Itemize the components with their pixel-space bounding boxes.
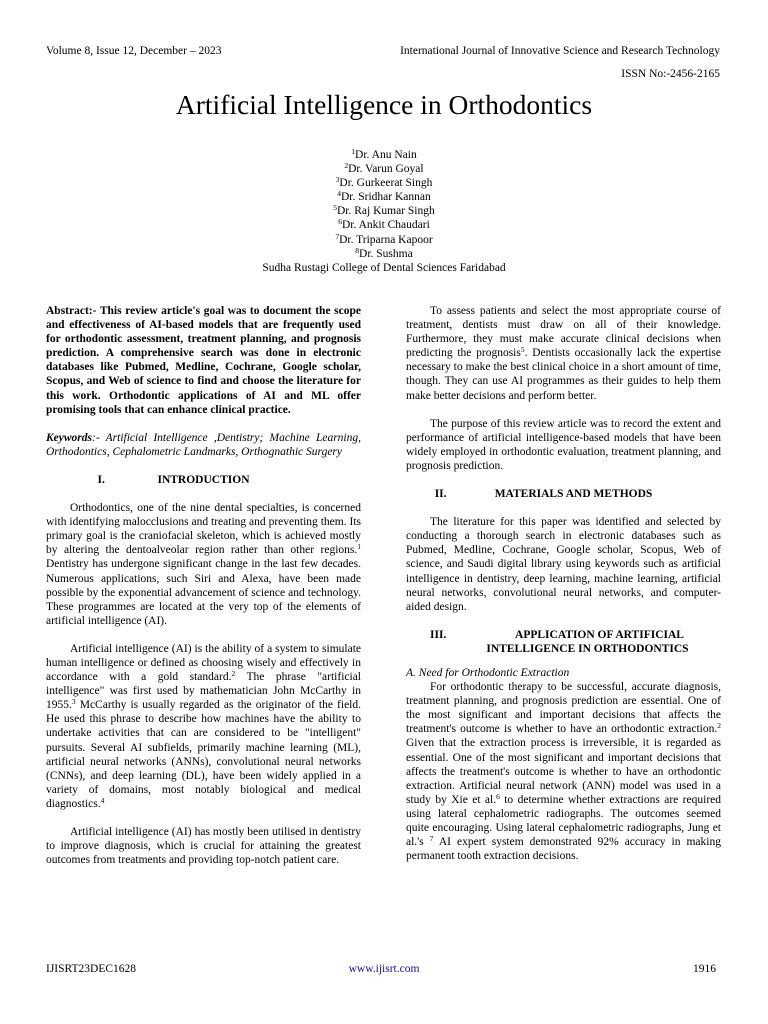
paragraph: Artificial intelligence (AI) has mostly been utilised in dentistry to improve diagnosis, which is crucial for attaining the greatest outcomes from treatments and providing top-notch patient care. <box>46 826 361 867</box>
volume-issue: Volume 8, Issue 12, December – 2023 <box>46 45 222 57</box>
abstract: Abstract:- This review article's goal was to document the scope and effectiveness of AI-based models that are frequently used for orthodontic assessment, treatment planning, and prognosis prediction. A comprehensive search was done in electronic databases like Pubmed, Medline, Cochrane, Google scholar, Scopus, and Web of science to find and choose the literature for this work. Orthodontic applications of AI and ML offer promising tools that can enhance clinical practice. <box>46 305 361 416</box>
journal-name: International Journal of Innovative Science and Research Technology <box>400 45 720 57</box>
author: $^2$Dr. Varun Goyal <box>344 161 424 176</box>
paper-title: Artificial Intelligence in Orthodontics <box>175 89 593 120</box>
issn: ISSN No:-2456-2165 <box>621 68 720 80</box>
paragraph: The literature for this paper was identified and selected by conducting a thorough search in electronic databases such as Pubmed, Medline, Cochrane, Google scholar, Scopus, Web of science, and Saudi digital library using keywords such as artificial intelligence in dentistry, deep learning, machine learning, artificial neural networks, convolutional neural networks, and computer-aided design. <box>406 516 721 613</box>
author: $^8$Dr. Sushma <box>355 245 413 260</box>
page-number: 1916 <box>693 963 716 975</box>
author: $^4$Dr. Sridhar Kannan <box>337 189 431 204</box>
right-column <box>406 304 721 863</box>
paragraph: Artificial intelligence (AI) is the ability of a system to simulate human intelligence or defined as choosing wisely and effectively in accordance with a gold standard.$^2$ The phrase "artificial intelligence" was first used by mathematician John McCarthy in 1955.$^3$ McCarthy is usually regarded as the originator of the field. He used this phrase to describe how machines have the ability to undertake activities that can are considered to be "intelligent" pursuits. Several AI subfields, primarily machine learning (ML), artificial neural networks (ANNs), convolutional neural networks (CNNs), and deep learning (DL), have been widely applied in a variety of domains, most notably biological and medical diagnostics.$^4$ <box>46 642 361 810</box>
subsection-heading: A. Need for Orthodontic Extraction <box>406 666 570 679</box>
section-heading-introduction: I. INTRODUCTION <box>97 473 250 486</box>
paper-id: IJISRT23DEC1628 <box>46 963 137 975</box>
author-list <box>0 148 768 275</box>
left-column <box>46 304 361 867</box>
author: $^3$Dr. Gurkeerat Singh <box>335 175 433 190</box>
author: $^5$Dr. Raj Kumar Singh <box>333 203 435 218</box>
keywords-label: Keywords <box>46 431 92 444</box>
author: $^7$Dr. Triparna Kapoor <box>335 231 433 246</box>
keywords: Keywords:- Artificial Intelligence ,Dentistry; Machine Learning, Orthodontics, Cephalometric Landmarks, Orthognathic Surgery <box>46 431 361 458</box>
author: $^6$Dr. Ankit Chaudari <box>338 217 430 232</box>
paragraph: Orthodontics, one of the nine dental specialties, is concerned with identifying malocclusions and treating and preventing them. Its primary goal is the craniofacial skeleton, which is achieved mostly by altering the dentoalveolar region rather than other regions.$^1$ Dentistry has undergone significant change in the last few decades. Numerous applications, such Siri and Alexa, have been made possible by the exponential advancement of science and technology. These programmes are located at the very top of the elements of artificial intelligence (AI). <box>46 502 361 627</box>
section-heading-methods: II. MATERIALS AND METHODS <box>434 488 653 501</box>
journal-website-link[interactable]: www.ijisrt.com <box>348 963 420 975</box>
author: $^1$Dr. Anu Nain <box>351 147 417 161</box>
paragraph: For orthodontic therapy to be successful, accurate diagnosis, treatment planning, and prognosis prediction are essential. One of the most significant and important decisions that affects the treatment's outcome is whether to have an orthodontic extraction.$^2$ Given that the extraction process is irreversible, it is regarded as essential. One of the most significant and important decisions that affects the treatment's outcome is whether to have an orthodontic extraction. Artificial neural network (ANN) model was used in a study by Xie et al.$^6$ to determine whether extractions are required using lateral cephalometric radiographs. The outcomes seemed quite encouraging. Using lateral cephalometric radiographs, Jung et al.'s $^7$ AI expert system demonstrated 92% accuracy in making permanent tooth extraction decisions. <box>406 681 721 863</box>
section-heading-application: III. APPLICATION OF ARTIFICIAL INTELLIGENCE IN ORTHODONTICS <box>430 628 689 655</box>
affiliation: Sudha Rustagi College of Dental Sciences Faridabad <box>262 261 506 274</box>
paragraph: The purpose of this review article was to record the extent and performance of artificial intelligence-based models that have been widely employed in orthodontic evaluation, treatment planning, and prognosis prediction. <box>406 417 721 472</box>
paragraph: To assess patients and select the most appropriate course of treatment, dentists must draw on all of their knowledge. Furthermore, they must make accurate clinical decisions when predicting the prognosis$^5$. Dentists occasionally lack the expertise necessary to make the best clinical choice in a short amount of time, though. They can use AI programmes as their guides to help them make better decisions and perform better. <box>406 305 721 402</box>
